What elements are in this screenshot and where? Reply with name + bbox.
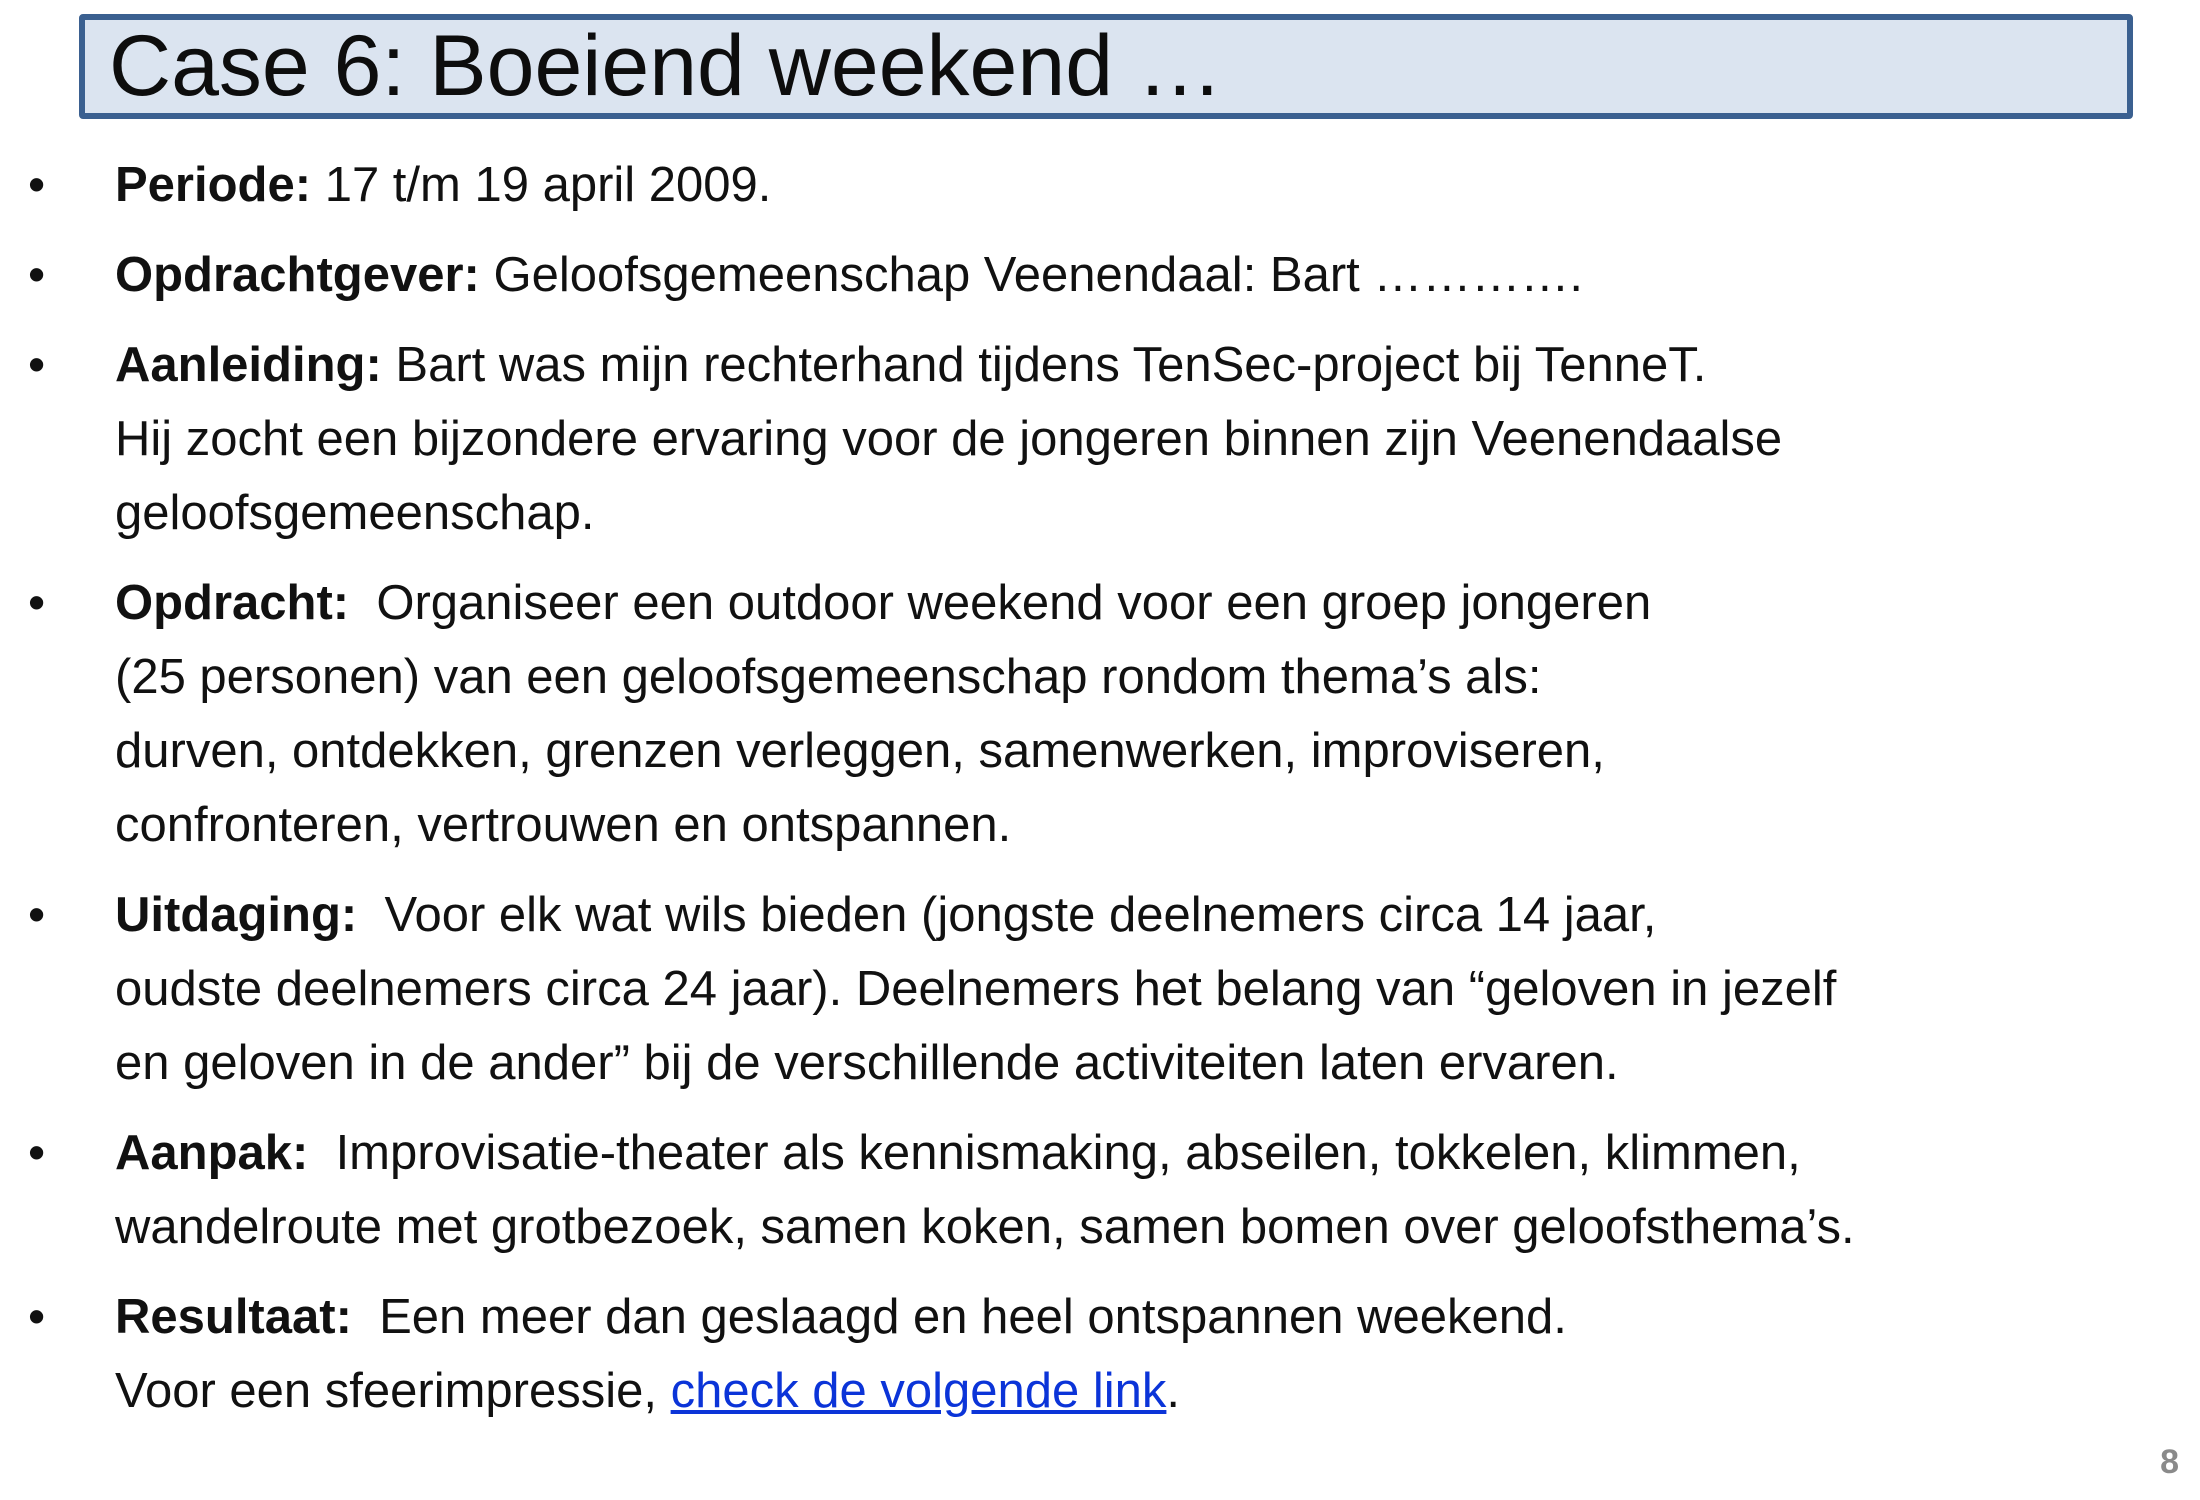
bullet-line: [115, 1354, 2200, 1428]
bullet-label: Aanpak:: [115, 1126, 309, 1180]
bullet-aanpak: [0, 1116, 2200, 1264]
bullet-text: Hij zocht een bijzondere ervaring voor de jongeren binnen zijn Veenendaalse: [115, 412, 1783, 466]
bullet-aanleiding: [0, 328, 2200, 550]
bullet-text: Een meer dan geslaagd en heel ontspannen weekend.: [379, 1290, 1567, 1344]
link-suffix: .: [1166, 1364, 1181, 1418]
title-box: [79, 14, 2133, 119]
bullet-list: [0, 148, 2200, 1444]
bullet-text: geloofsgemeenschap.: [115, 486, 595, 540]
bullet-text: oudste deelnemers circa 24 jaar). Deelnemers het belang van “geloven in jezelf: [115, 962, 1837, 1016]
bullet-line: [115, 566, 2200, 640]
bullet-text: Geloofsgemeenschap Veenendaal: Bart ………….: [493, 248, 1584, 302]
sfeerimpressie-link[interactable]: check de volgende link: [670, 1364, 1167, 1418]
bullet-text: (25 personen) van een geloofsgemeenschap rondom thema’s als:: [115, 650, 1542, 704]
bullet-text: Improvisatie-theater als kennismaking, abseilen, tokkelen, klimmen,: [335, 1126, 1801, 1180]
bullet-label: Opdracht:: [115, 576, 350, 630]
bullet-dot: •: [28, 248, 46, 302]
bullet-uitdaging: [0, 878, 2200, 1100]
bullet-label: Resultaat:: [115, 1290, 352, 1344]
bullet-label: Uitdaging:: [115, 888, 358, 942]
bullet-opdracht: [0, 566, 2200, 862]
bullet-text: en geloven in de ander” bij de verschillende activiteiten laten ervaren.: [115, 1036, 1619, 1090]
bullet-opdrachtgever: [0, 238, 2200, 312]
bullet-text: Organiseer een outdoor weekend voor een groep jongeren: [376, 576, 1652, 630]
bullet-text: 17 t/m 19 april 2009.: [324, 158, 772, 212]
bullet-dot: •: [28, 158, 46, 212]
bullet-periode: [0, 148, 2200, 222]
bullet-line: [115, 878, 2200, 952]
bullet-dot: •: [28, 888, 46, 942]
bullet-text: durven, ontdekken, grenzen verleggen, samenwerken, improviseren,: [115, 724, 1605, 778]
bullet-line: [115, 328, 2200, 402]
bullet-label: Opdrachtgever:: [115, 248, 480, 302]
bullet-text: Voor een sfeerimpressie,: [115, 1364, 657, 1418]
slide-title: Case 6: Boeiend weekend …: [109, 18, 1223, 114]
bullet-dot: •: [28, 1126, 46, 1180]
bullet-text: wandelroute met grotbezoek, samen koken, samen bomen over geloofsthema’s.: [115, 1200, 1855, 1254]
bullet-text: Bart was mijn rechterhand tijdens TenSec-project bij TenneT.: [395, 338, 1707, 392]
bullet-text: confronteren, vertrouwen en ontspannen.: [115, 798, 1012, 852]
bullet-resultaat: [0, 1280, 2200, 1428]
page-number: 8: [2160, 1443, 2179, 1481]
bullet-line: [115, 148, 2200, 222]
bullet-line: [115, 238, 2200, 312]
bullet-line: [115, 1116, 2200, 1190]
bullet-text: Voor elk wat wils bieden (jongste deelnemers circa 14 jaar,: [384, 888, 1657, 942]
bullet-label: Aanleiding:: [115, 338, 382, 392]
bullet-line: [115, 1280, 2200, 1354]
bullet-label: Periode:: [115, 158, 312, 212]
bullet-dot: •: [28, 1290, 46, 1344]
bullet-dot: •: [28, 576, 46, 630]
bullet-dot: •: [28, 338, 46, 392]
